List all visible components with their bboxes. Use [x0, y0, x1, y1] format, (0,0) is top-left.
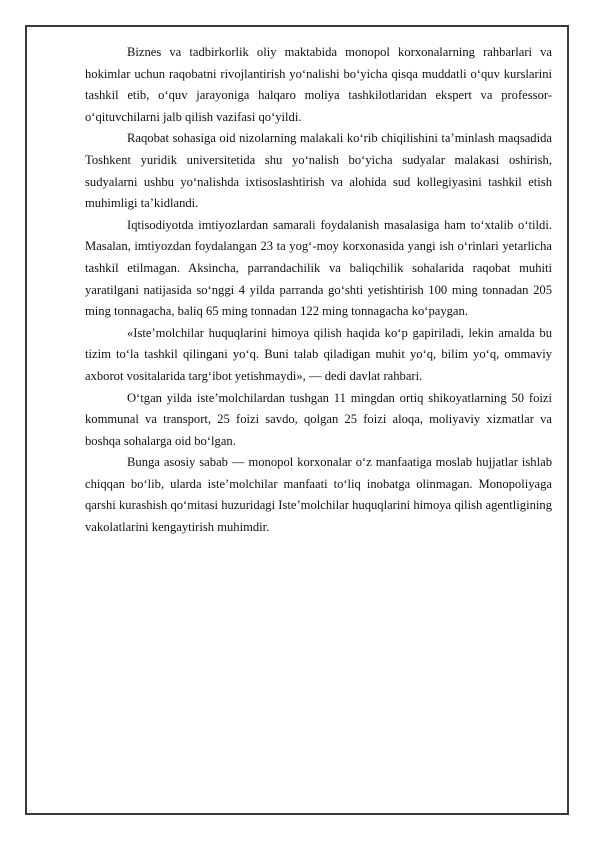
paragraph-1: Biznes va tadbirkorlik oliy maktabida monopol korxonalarning rahbarlari va hokimlar uchun raqobatni rivojlantirish yo‘nalishi bo‘yicha qisqa muddatli o‘quv kurslarini tashkil etib, o‘quv jarayoniga halqaro moliya tashkilotlaridan ekspert va professor-o‘qituvchilarni jalb qilish vazifasi qo‘yildi.	[85, 45, 552, 124]
paragraph-5: O‘tgan yilda iste’molchilardan tushgan 11 mingdan ortiq shikoyatlarning 50 foizi kommunal va transport, 25 foizi savdo, qolgan 25 foizi aloqa, moliyaviy xizmatlar va boshqa sohalarga oid bo‘lgan.	[85, 390, 552, 448]
paragraph-6: Bunga asosiy sabab — monopol korxonalar o‘z manfaatiga moslab hujjatlar ishlab chiqqan bo‘lib, ularda iste’molchilar manfaati to‘liq inobatga olinmagan. Monopoliyaga qarshi kurashish qo‘mitasi huzuridagi Iste’molchilar huquqlarini himoya qilish agentligining vakolatlarini kengaytirish muhimdir.	[85, 455, 552, 535]
paragraph-4: «Iste’molchilar huquqlarini himoya qilish haqida ko‘p gapiriladi, lekin amalda bu tizim to‘la tashkil qilingani yo‘q. Buni talab qiladigan muhit yo‘q, bilim yo‘q, ommaviy axborot vositalarida targ‘ibot yetishmaydi», — dedi davlat rahbari.	[85, 325, 552, 383]
document-body	[85, 42, 552, 539]
paragraph-3: Iqtisodiyotda imtiyozlardan samarali foydalanish masalasiga ham to‘xtalib o‘tildi. Masalan, imtiyozdan foydalangan 23 ta yog‘-moy korxonasida yangi ish o‘rinlari yetarlicha tashkil etilmagan. Aksincha, parrandachilik va baliqchilik sohalarida raqobat muhiti yaratilgani natijasida so‘nggi 4 yilda parranda go‘shti yetishtirish 100 ming tonnadan 205 ming tonnagacha, baliq 65 ming tonnadan 122 ming tonnagacha ko‘paygan.	[85, 217, 552, 319]
paragraph-2: Raqobat sohasiga oid nizolarning malakali ko‘rib chiqilishini ta’minlash maqsadida Toshkent yuridik universitetida shu yo‘nalish bo‘yicha sudyalar malakasi oshirish, sudyalarni ushbu yo‘nalishda ixtisoslashtirish va alohida sud kollegiyasini tashkil etish muhimligi ta’kidlandi.	[85, 131, 552, 211]
